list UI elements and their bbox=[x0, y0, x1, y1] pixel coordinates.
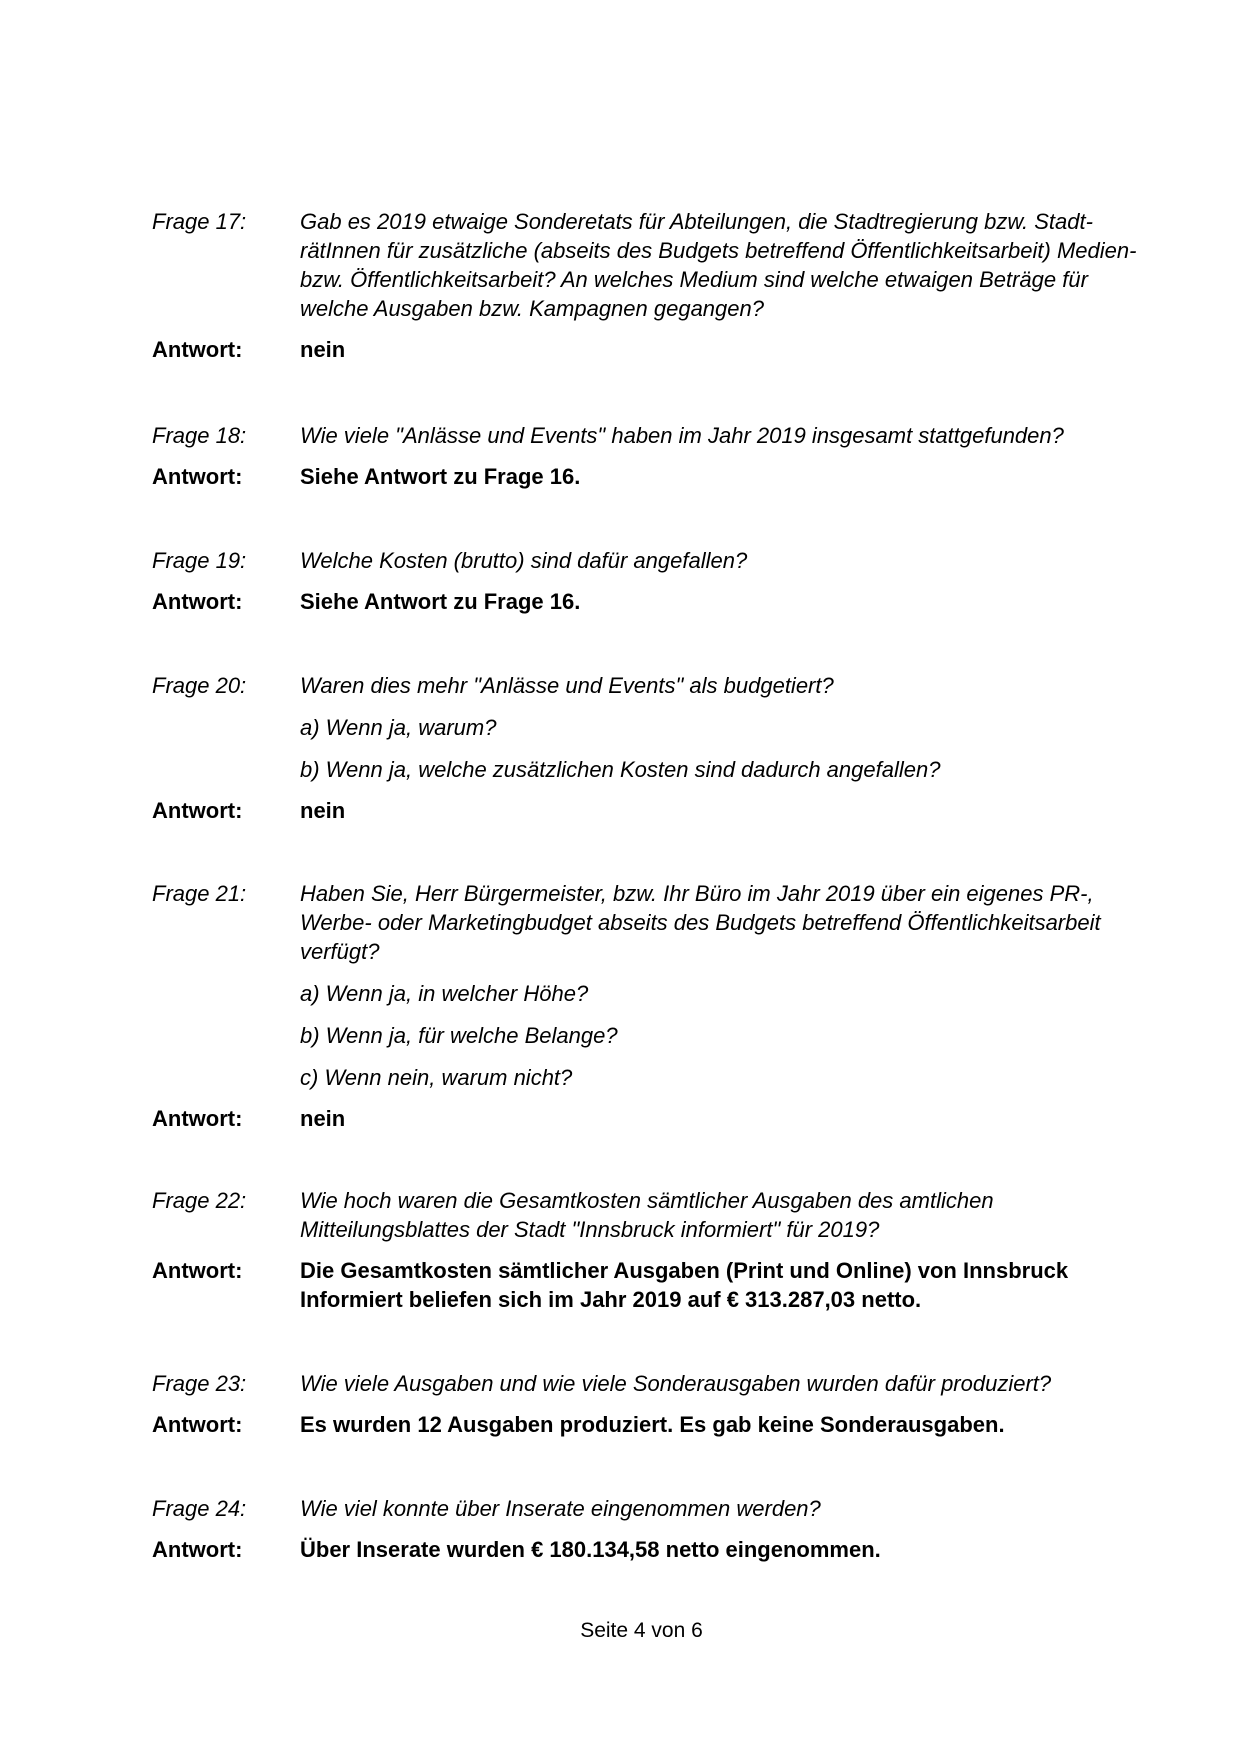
question-row bbox=[152, 1494, 1142, 1523]
question-text-block bbox=[300, 671, 1142, 784]
question-text: Waren dies mehr "Anlässe und Events" als budgetiert? bbox=[300, 673, 834, 698]
question-text-block bbox=[300, 207, 1142, 323]
question-text-block bbox=[300, 546, 1142, 575]
question-row bbox=[152, 207, 1142, 323]
page-number-footer: Seite 4 von 6 bbox=[580, 1619, 703, 1642]
answer-label: Antwort: bbox=[152, 337, 243, 362]
question-text: Wie viel konnte über Inserate eingenommen werden? bbox=[300, 1496, 821, 1521]
answer-text: Es wurden 12 Ausgaben produziert. Es gab keine Sonderausgaben. bbox=[300, 1412, 1005, 1437]
answer-row bbox=[152, 1410, 1142, 1439]
question-text-block bbox=[300, 1369, 1142, 1398]
answer-text: Die Gesamtkosten sämtlicher Ausgaben (Print und Online) von Innsbruck Informiert beliefen sich im Jahr 2019 auf € 313.287,03 netto. bbox=[300, 1258, 1069, 1312]
question-row bbox=[152, 879, 1142, 1092]
sub-question: b) Wenn ja, welche zusätzlichen Kosten sind dadurch angefallen? bbox=[300, 757, 941, 782]
qa-block-18 bbox=[152, 421, 1142, 491]
answer-text: nein bbox=[300, 798, 346, 823]
qa-block-20 bbox=[152, 671, 1142, 825]
question-text-block bbox=[300, 421, 1142, 450]
qa-block-24 bbox=[152, 1494, 1142, 1564]
answer-row bbox=[152, 335, 1142, 364]
answer-row bbox=[152, 1535, 1142, 1564]
sub-question: c) Wenn nein, warum nicht? bbox=[300, 1065, 573, 1090]
answer-label: Antwort: bbox=[152, 1412, 243, 1437]
answer-label: Antwort: bbox=[152, 589, 243, 614]
answer-text: nein bbox=[300, 337, 346, 362]
answer-row bbox=[152, 462, 1142, 491]
answer-row bbox=[152, 796, 1142, 825]
answer-label: Antwort: bbox=[152, 798, 243, 823]
question-text: Wie viele "Anlässe und Events" haben im Jahr 2019 insgesamt stattgefunden? bbox=[300, 423, 1064, 448]
qa-block-21 bbox=[152, 879, 1142, 1133]
question-label: Frage 23: bbox=[152, 1371, 247, 1396]
qa-block-19 bbox=[152, 546, 1142, 616]
question-text-block bbox=[300, 879, 1142, 1092]
question-label: Frage 20: bbox=[152, 673, 247, 698]
answer-text: Siehe Antwort zu Frage 16. bbox=[300, 464, 581, 489]
answer-text: Siehe Antwort zu Frage 16. bbox=[300, 589, 581, 614]
question-label: Frage 17: bbox=[152, 209, 247, 234]
answer-label: Antwort: bbox=[152, 1258, 243, 1283]
qa-block-22 bbox=[152, 1186, 1142, 1314]
answer-row bbox=[152, 1256, 1142, 1314]
question-text: Gab es 2019 etwaige Sonderetats für Abteilungen, die Stadtregierung bzw. Stadt-rätInnen für zusätzliche (abseits des Budgets betreffend Öffentlichkeitsarbeit) Medien- bzw. Öffentlichkeitsarbeit? An welches Medium sind welche etwaigen Beträge für welche Ausgaben bzw. Kampagnen gegangen? bbox=[300, 209, 1137, 321]
answer-label: Antwort: bbox=[152, 464, 243, 489]
answer-row bbox=[152, 587, 1142, 616]
question-label: Frage 18: bbox=[152, 423, 247, 448]
question-row bbox=[152, 1186, 1142, 1244]
question-label: Frage 22: bbox=[152, 1188, 247, 1213]
sub-question: b) Wenn ja, für welche Belange? bbox=[300, 1023, 618, 1048]
question-row bbox=[152, 546, 1142, 575]
answer-text: nein bbox=[300, 1106, 346, 1131]
question-text: Wie hoch waren die Gesamtkosten sämtlicher Ausgaben des amtlichen Mitteilungsblattes der Stadt "Innsbruck informiert" für 2019? bbox=[300, 1188, 994, 1242]
question-label: Frage 19: bbox=[152, 548, 247, 573]
question-label: Frage 24: bbox=[152, 1496, 247, 1521]
question-text-block bbox=[300, 1186, 1142, 1244]
question-row bbox=[152, 421, 1142, 450]
question-row bbox=[152, 1369, 1142, 1398]
question-row bbox=[152, 671, 1142, 784]
answer-text: Über Inserate wurden € 180.134,58 netto eingenommen. bbox=[300, 1537, 881, 1562]
sub-question: a) Wenn ja, warum? bbox=[300, 715, 497, 740]
answer-label: Antwort: bbox=[152, 1106, 243, 1131]
question-text: Wie viele Ausgaben und wie viele Sonderausgaben wurden dafür produziert? bbox=[300, 1371, 1052, 1396]
answer-row bbox=[152, 1104, 1142, 1133]
qa-block-23 bbox=[152, 1369, 1142, 1439]
question-text: Haben Sie, Herr Bürgermeister, bzw. Ihr Büro im Jahr 2019 über ein eigenes PR-, Werbe- oder Marketingbudget abseits des Budgets betreffend Öffentlichkeitsarbeit verfügt? bbox=[300, 881, 1101, 964]
question-text-block bbox=[300, 1494, 1142, 1523]
sub-question: a) Wenn ja, in welcher Höhe? bbox=[300, 981, 589, 1006]
qa-block-17 bbox=[152, 207, 1142, 364]
answer-label: Antwort: bbox=[152, 1537, 243, 1562]
question-text: Welche Kosten (brutto) sind dafür angefallen? bbox=[300, 548, 748, 573]
question-label: Frage 21: bbox=[152, 881, 247, 906]
